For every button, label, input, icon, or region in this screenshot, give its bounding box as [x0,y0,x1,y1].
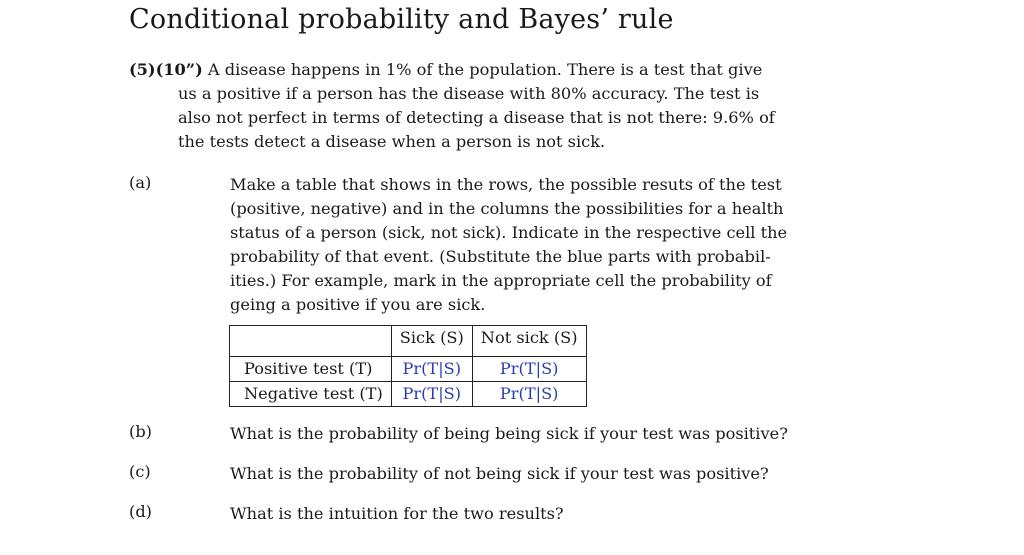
problem-line-1: A disease happens in 1% of the population. There is a test that give [207,60,763,79]
problem-line-4: the tests detect a disease when a person is not sick. [178,132,606,151]
problem-continuation [129,82,829,154]
part-a-line-6: geing a positive if you are sick. [230,295,486,314]
table-row-negative [230,382,587,407]
part-a-line-2: (positive, negative) and in the columns the possibilities for a health [230,199,784,218]
problem-first-line [129,58,829,82]
cell-negative-sick: Pr(T|S) [391,382,472,407]
problem-line-3: also not perfect in terms of detecting a disease that is not there: 9.6% of [178,108,775,127]
table-row-positive [230,357,587,382]
part-a-line-4: probability of that event. (Substitute the blue parts with probabil- [230,247,771,266]
part-c-text: What is the probability of not being sick if your test was positive? [230,464,769,483]
row-head-positive: Positive test (T) [230,357,392,382]
cell-positive-sick: Pr(T|S) [391,357,472,382]
page-title: Conditional probability and Bayes’ rule [129,4,674,35]
problem-statement [129,58,829,154]
part-d-label: (d) [129,502,152,521]
part-a-line-1: Make a table that shows in the rows, the possible resuts of the test [230,175,782,194]
cell-positive-not-sick: Pr(T|S) [472,357,586,382]
cell-negative-not-sick: Pr(T|S) [472,382,586,407]
part-a-line-3: status of a person (sick, not sick). Indicate in the respective cell the [230,223,788,242]
table-header-row [230,326,587,351]
part-a-label: (a) [129,173,152,192]
row-head-negative: Negative test (T) [230,382,392,407]
header-not-sick: Not sick (S) [472,326,586,351]
probability-table [229,325,587,407]
problem-line-2: us a positive if a person has the disease with 80% accuracy. The test is [178,84,760,103]
part-b-label: (b) [129,422,152,441]
part-d-text: What is the intuition for the two results? [230,504,564,523]
part-a-text [230,173,830,317]
header-sick: Sick (S) [391,326,472,351]
table-corner-cell [230,326,392,351]
part-c-label: (c) [129,462,151,481]
part-a-line-5: ities.) For example, mark in the appropriate cell the probability of [230,271,772,290]
problem-number: (5)(10”) [129,60,203,79]
part-b-text: What is the probability of being being sick if your test was positive? [230,424,788,443]
